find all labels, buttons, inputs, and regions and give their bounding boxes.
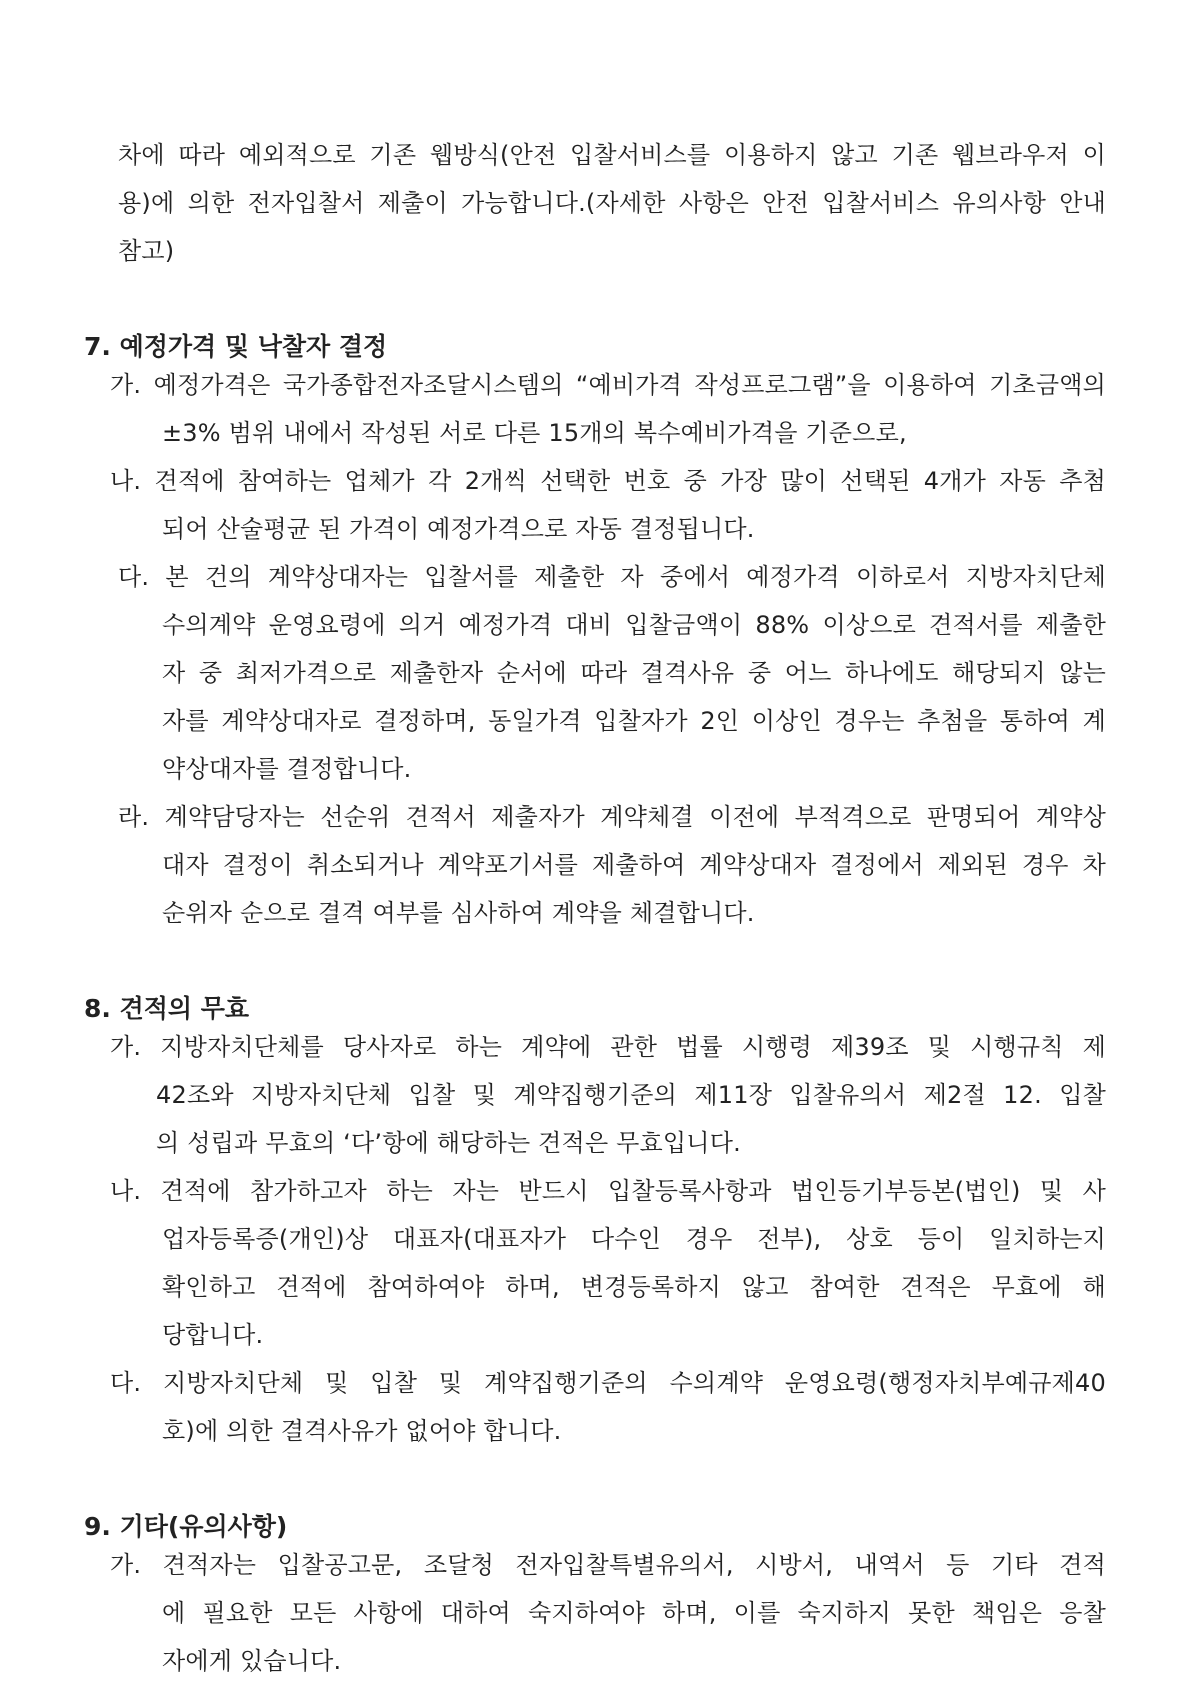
section-8-da-line-1: 다. 지방자치단체 및 입찰 및 계약집행기준의 수의계약 운영요령(행정자치부예규제40 [110,1369,1106,1397]
section-7-da-line-3: 자 중 최저가격으로 제출한자 순서에 따라 결격사유 중 어느 하나에도 해당되지 않는 [162,659,1106,687]
section-8-ga-line-2: 42조와 지방자치단체 입찰 및 계약집행기준의 제11장 입찰유의서 제2절 12. 입찰 [156,1081,1106,1109]
section-9-ga-line-3: 자에게 있습니다. [162,1647,342,1675]
section-7-da-line-4: 자를 계약상대자로 결정하며, 동일가격 입찰자가 2인 이상인 경우는 추첨을 통하여 계 [162,707,1106,735]
section-7-na-line-1: 나. 견적에 참여하는 업체가 각 2개씩 선택한 번호 중 가장 많이 선택된 4개가 자동 추첨 [110,467,1106,495]
section-8-na-line-2: 업자등록증(개인)상 대표자(대표자가 다수인 경우 전부), 상호 등이 일치하는지 [162,1225,1106,1253]
section-8-na-line-4: 당합니다. [162,1321,264,1349]
section-9-ga-line-2: 에 필요한 모든 사항에 대하여 숙지하여야 하며, 이를 숙지하지 못한 책임은 응찰 [162,1599,1106,1627]
section-9-ga-line-1: 가. 견적자는 입찰공고문, 조달청 전자입찰특별유의서, 시방서, 내역서 등 기타 견적 [110,1551,1106,1579]
intro-line-2: 용)에 의한 전자입찰서 제출이 가능합니다.(자세한 사항은 안전 입찰서비스 유의사항 안내 [118,189,1106,217]
section-7-da-line-5: 약상대자를 결정합니다. [162,755,412,783]
intro-line-3: 참고) [118,237,175,265]
section-7-ga-line-2: ±3% 범위 내에서 작성된 서로 다른 15개의 복수예비가격을 기준으로, [162,419,907,447]
section-7-ga-line-1: 가. 예정가격은 국가종합전자조달시스템의 “예비가격 작성프로그램”을 이용하여 기초금액의 [110,371,1106,399]
section-7-da-line-1: 다. 본 건의 계약상대자는 입찰서를 제출한 자 중에서 예정가격 이하로서 지방자치단체 [118,563,1106,591]
section-8-ga-line-1: 가. 지방자치단체를 당사자로 하는 계약에 관한 법률 시행령 제39조 및 시행규칙 제 [110,1033,1106,1061]
section-7-na-line-2: 되어 산술평균 된 가격이 예정가격으로 자동 결정됩니다. [162,515,755,543]
section-8-ga-line-3: 의 성립과 무효의 ‘다’항에 해당하는 견적은 무효입니다. [156,1129,741,1157]
section-7-da-line-2: 수의계약 운영요령에 의거 예정가격 대비 입찰금액이 88% 이상으로 견적서를 제출한 [162,611,1106,639]
section-7-ra-line-3: 순위자 순으로 결격 여부를 심사하여 계약을 체결합니다. [162,899,755,927]
section-9-heading: 9. 기타(유의사항) [84,1512,288,1541]
section-7-heading: 7. 예정가격 및 낙찰자 결정 [84,332,388,361]
section-8-da-line-2: 호)에 의한 결격사유가 없어야 합니다. [162,1417,562,1445]
section-8-heading: 8. 견적의 무효 [84,994,250,1023]
intro-line-1: 차에 따라 예외적으로 기존 웹방식(안전 입찰서비스를 이용하지 않고 기존 웹브라우저 이 [118,141,1106,169]
section-7-ra-line-2: 대자 결정이 취소되거나 계약포기서를 제출하여 계약상대자 결정에서 제외된 경우 차 [162,851,1106,879]
section-8-na-line-1: 나. 견적에 참가하고자 하는 자는 반드시 입찰등록사항과 법인등기부등본(법인) 및 사 [110,1177,1106,1205]
section-7-ra-line-1: 라. 계약담당자는 선순위 견적서 제출자가 계약체결 이전에 부적격으로 판명되어 계약상 [118,803,1106,831]
section-8-na-line-3: 확인하고 견적에 참여하여야 하며, 변경등록하지 않고 참여한 견적은 무효에 해 [162,1273,1106,1301]
